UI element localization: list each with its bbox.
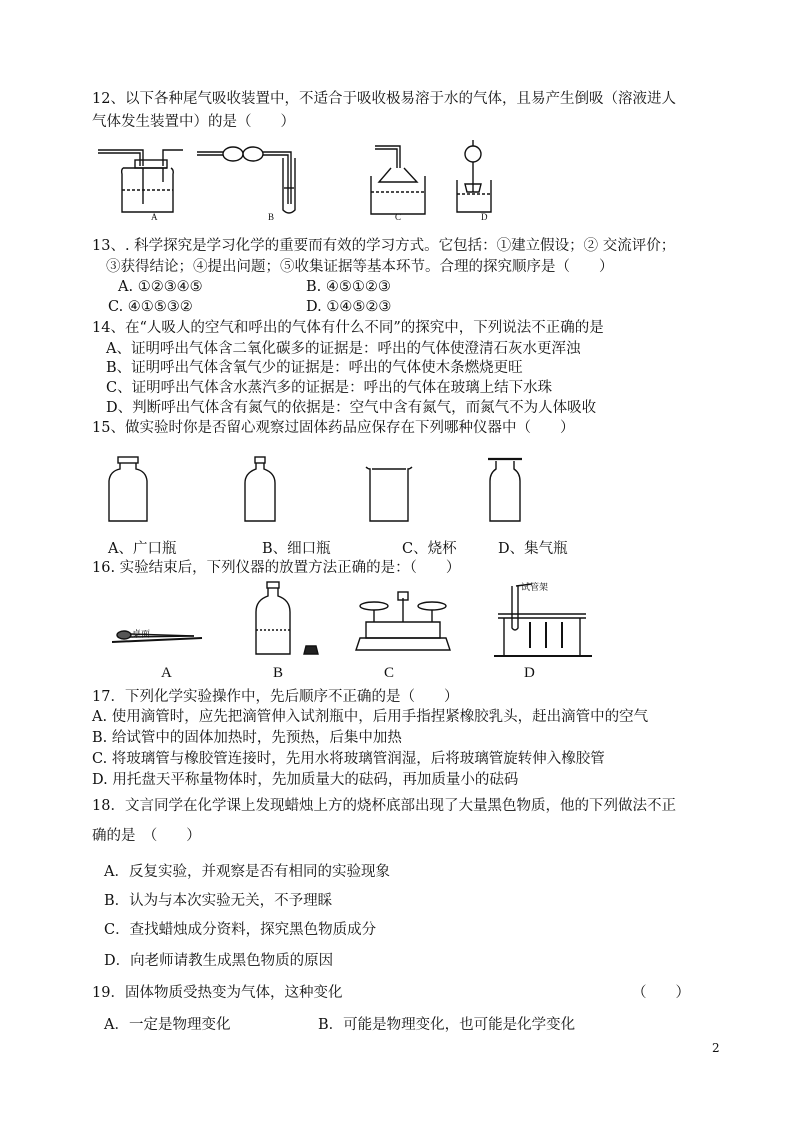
beaker-icon [366,467,412,521]
q12-apparatus-a [98,150,183,212]
q13-option-b: B. ④⑤①②③ [306,279,391,295]
q19-option-b: B．可能是物理变化，也可能是化学变化 [318,1017,576,1033]
q18-option-c: C．查找蜡烛成分资料，探究黑色物质成分 [104,922,377,938]
q19-answer-paren: （ ） [632,985,690,1001]
q12-stem-line1: 12、以下各种尾气吸收装置中，不适合于吸收极易溶于水的气体，且易产生倒吸（溶液进人 [92,91,676,107]
q12-apparatus-c [371,146,425,214]
q15-option-b: B、细口瓶 [262,541,331,557]
q17-option-c: C. 将玻璃管与橡胶管连接时，先用水将玻璃管润湿，后将玻璃管旋转伸入橡胶管 [92,751,605,767]
balance-icon [356,592,450,650]
narrow-mouth-bottle-icon [245,457,275,521]
q16-label-d: D [524,665,535,681]
wide-mouth-bottle-icon [109,457,147,521]
q13-option-c: C. ④①⑤③② [108,299,193,315]
page-number: 2 [712,1041,720,1055]
test-tube-rack-icon [494,584,592,656]
q18-option-b: B．认为与本次实验无关，不予理睬 [104,893,333,909]
q15-containers-figure [100,455,530,525]
q18-stem-line1: 18．文言同学在化学课上发现蜡烛上方的烧杯底部出现了大量黑色物质，他的下列做法不正 [92,798,676,814]
q15-option-c: C、烧杯 [402,541,457,557]
q16-stem: 16. 实验结束后，下列仪器的放置方法正确的是：（ ） [92,560,461,576]
q12-apparatus-figure [95,138,525,228]
q16-rack-label: 试管架 [521,582,549,592]
q13-stem-line1: 13、. 科学探究是学习化学的重要而有效的学习方式。它包括：①建立假设；② 交流评价； [92,238,676,254]
q12-label-b: B [268,212,275,222]
q19-option-a: A．一定是物理变化 [104,1017,231,1033]
q16-label-a: A [161,665,172,681]
q18-option-d: D．向老师请教生成黑色物质的原因 [104,953,334,969]
q13-stem-line2: ③获得结论；④提出问题；⑤收集证据等基本环节。合理的探究顺序是（ ） [106,259,614,275]
gas-collecting-bottle-icon [488,459,522,521]
q18-option-a: A．反复实验，并观察是否有相同的实验现象 [104,864,390,880]
q14-option-d: D、判断呼出气体含有氮气的依据是：空气中含有氮气，而氮气不为人体吸收 [106,400,597,416]
q17-option-a: A. 使用滴管时，应先把滴管伸入试剂瓶中，后用手指捏紧橡胶乳头，赶出滴管中的空气 [92,709,649,725]
q14-option-a: A、证明呼出气体含二氧化碳多的证据是：呼出的气体使澄清石灰水更浑浊 [106,341,581,357]
q15-option-a: A、广口瓶 [108,541,177,557]
q19-stem: 19．固体物质受热变为气体，这种变化 [92,985,343,1001]
q17-option-b: B. 给试管中的固体加热时，先预热，后集中加热 [92,730,402,746]
q14-option-c: C、证明呼出气体含水蒸汽多的证据是：呼出的气体在玻璃上结下水珠 [106,380,553,396]
q12-stem-line2: 气体发生装置中）的是（ ） [92,114,295,130]
q12-label-a: A [151,212,158,222]
reagent-bottle-icon [256,582,318,654]
dropper-on-desk-icon [112,631,202,642]
q18-stem-line2: 确的是 （ ） [92,828,201,844]
q12-label-c: C [395,212,402,222]
q16-label-c: C [384,665,395,681]
q16-desk-label: 桌面 [132,629,151,639]
q12-apparatus-d [457,140,491,212]
q16-label-b: B [273,665,284,681]
q13-option-a: A. ①②③④⑤ [118,279,203,295]
q14-stem: 14、在“人吸人的空气和呼出的气体有什么不同”的探究中，下列说法不正确的是 [92,320,604,336]
q17-stem: 17．下列化学实验操作中，先后顺序不正确的是（ ） [92,689,459,705]
q13-option-d: D. ①④⑤②③ [306,299,392,315]
q15-option-d: D、集气瓶 [498,541,568,557]
q15-stem: 15、做实验时你是否留心观察过固体药品应保存在下列哪种仪器中（ ） [92,420,575,436]
q14-option-b: B、证明呼出气体含氧气少的证据是：呼出的气体使木条燃烧更旺 [106,360,523,376]
q12-apparatus-b [197,147,295,213]
q17-option-d: D. 用托盘天平称量物体时，先加质量大的砝码，再加质量小的砝码 [92,772,519,788]
q12-label-d: D [481,212,488,222]
